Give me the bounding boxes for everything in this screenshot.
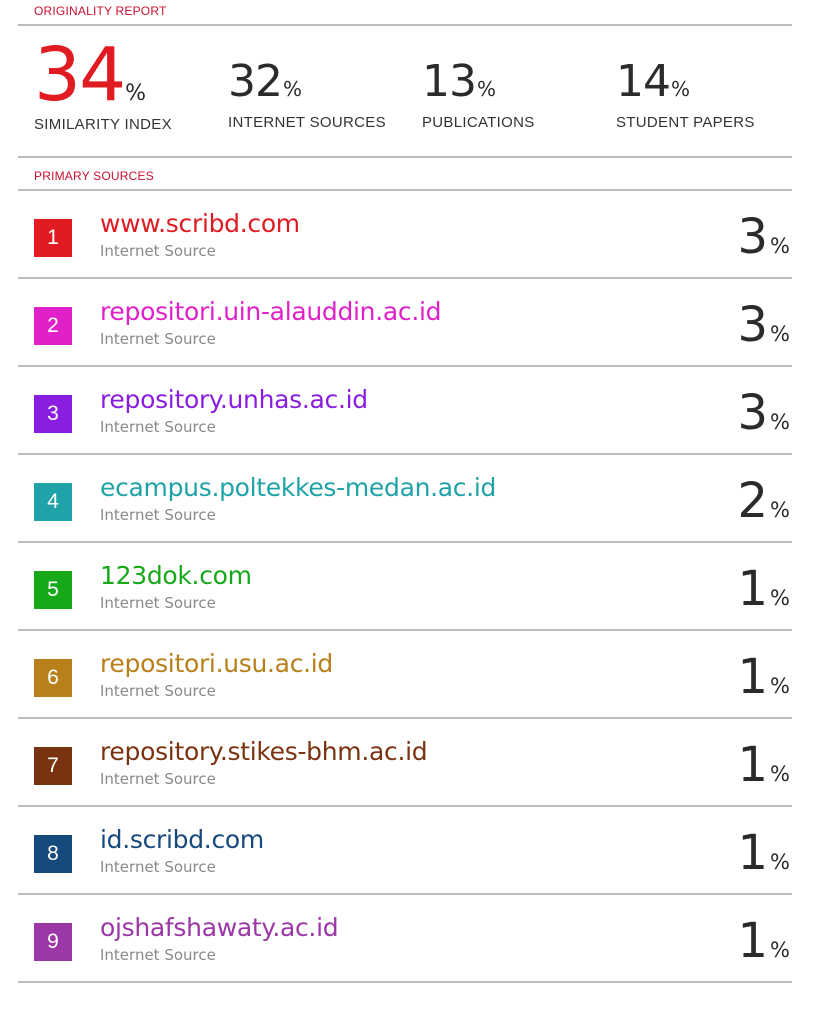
source-percent: 3% <box>737 209 790 265</box>
source-row[interactable] <box>18 719 792 805</box>
source-percent: 3% <box>737 297 790 353</box>
source-rank-badge: 4 <box>34 483 72 521</box>
source-rank-badge: 7 <box>34 747 72 785</box>
source-row[interactable] <box>18 895 792 981</box>
similarity-index-caption: SIMILARITY INDEX <box>34 116 172 133</box>
source-type: Internet Source <box>100 770 216 788</box>
source-rank-badge: 1 <box>34 219 72 257</box>
source-rank-badge: 9 <box>34 923 72 961</box>
internet-sources-value: 32% <box>228 56 303 107</box>
source-row[interactable] <box>18 807 792 893</box>
publications-stat <box>422 56 535 131</box>
divider <box>18 156 792 158</box>
source-link[interactable]: www.scribd.com <box>100 209 300 238</box>
publications-caption: PUBLICATIONS <box>422 114 535 131</box>
internet-sources-stat <box>228 56 386 131</box>
source-percent: 3% <box>737 385 790 441</box>
source-percent: 1% <box>737 561 790 617</box>
source-type: Internet Source <box>100 682 216 700</box>
stats-row <box>34 32 794 138</box>
source-rank-badge: 6 <box>34 659 72 697</box>
source-row[interactable] <box>18 543 792 629</box>
source-percent: 1% <box>737 649 790 705</box>
source-link[interactable]: id.scribd.com <box>100 825 264 854</box>
source-percent: 2% <box>737 473 790 529</box>
divider <box>18 24 792 26</box>
source-percent: 1% <box>737 737 790 793</box>
source-rank-badge: 3 <box>34 395 72 433</box>
source-link[interactable]: repository.unhas.ac.id <box>100 385 368 414</box>
source-link[interactable]: repositori.usu.ac.id <box>100 649 334 678</box>
source-percent: 1% <box>737 825 790 881</box>
source-rank-badge: 5 <box>34 571 72 609</box>
originality-report-label: ORIGINALITY REPORT <box>34 4 167 18</box>
source-type: Internet Source <box>100 506 216 524</box>
source-row[interactable] <box>18 455 792 541</box>
source-rank-badge: 8 <box>34 835 72 873</box>
student-papers-caption: STUDENT PAPERS <box>616 114 755 131</box>
source-type: Internet Source <box>100 418 216 436</box>
source-row[interactable] <box>18 631 792 717</box>
similarity-index-stat <box>34 32 172 133</box>
source-percent: 1% <box>737 913 790 969</box>
source-row[interactable] <box>18 367 792 453</box>
source-rank-badge: 2 <box>34 307 72 345</box>
source-type: Internet Source <box>100 242 216 260</box>
student-papers-stat <box>616 56 755 131</box>
source-type: Internet Source <box>100 330 216 348</box>
source-type: Internet Source <box>100 594 216 612</box>
primary-sources-label: PRIMARY SOURCES <box>34 169 154 183</box>
source-row[interactable] <box>18 191 792 277</box>
source-link[interactable]: 123dok.com <box>100 561 252 590</box>
source-link[interactable]: ojshafshawaty.ac.id <box>100 913 339 942</box>
publications-value: 13% <box>422 56 497 107</box>
student-papers-value: 14% <box>616 56 691 107</box>
source-link[interactable]: ecampus.poltekkes-medan.ac.id <box>100 473 497 502</box>
source-row[interactable] <box>18 279 792 365</box>
source-type: Internet Source <box>100 858 216 876</box>
divider <box>18 981 792 983</box>
source-type: Internet Source <box>100 946 216 964</box>
similarity-index-value: 34% <box>34 32 147 118</box>
source-link[interactable]: repositori.uin-alauddin.ac.id <box>100 297 442 326</box>
source-link[interactable]: repository.stikes-bhm.ac.id <box>100 737 428 766</box>
internet-sources-caption: INTERNET SOURCES <box>228 114 386 131</box>
